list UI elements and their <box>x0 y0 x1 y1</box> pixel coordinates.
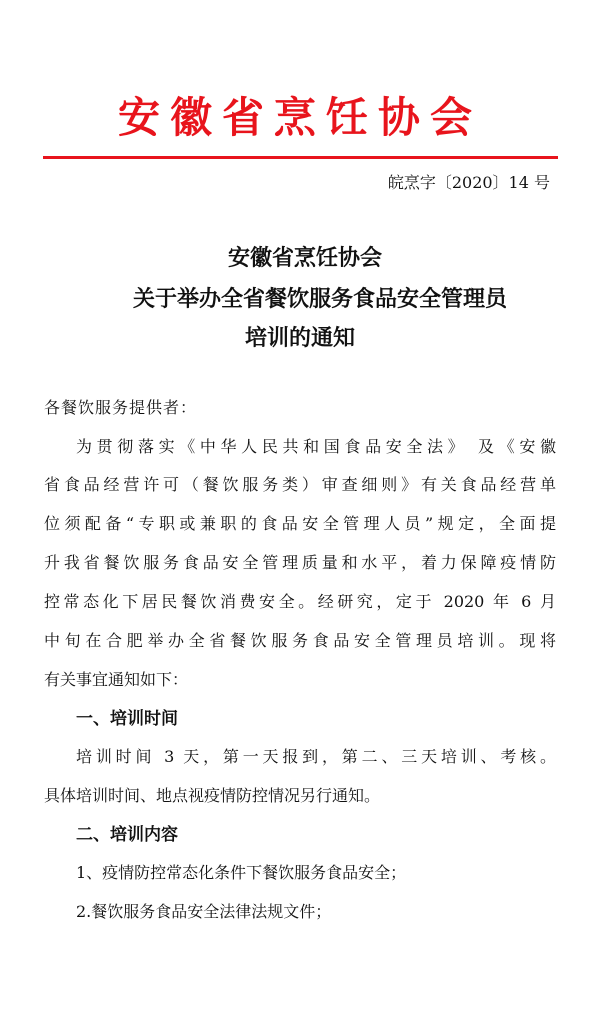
title-line-1: 安徽省烹饪协会 <box>227 246 382 271</box>
intro-line: 升我省餐饮服务食品安全管理质量和水平，着力保障疫情防 <box>44 553 556 572</box>
section-line: 培训时间 3 天，第一天报到，第二、三天培训、考核。 <box>76 747 556 766</box>
section-heading: 一、培训时间 <box>76 709 178 729</box>
document-number: 皖烹字〔2020〕14 号 <box>387 173 550 192</box>
list-item: 2.餐饮服务食品安全法律法规文件； <box>76 902 332 921</box>
intro-line: 省食品经营许可（餐饮服务类）审查细则》有关食品经营单 <box>44 475 556 494</box>
red-divider-line <box>43 156 558 159</box>
intro-line: 位须配备“专职或兼职的食品安全管理人员”规定，全面提 <box>44 514 556 533</box>
intro-line: 中旬在合肥举办全省餐饮服务食品安全管理员培训。现将 <box>44 631 556 650</box>
title-line-2: 关于举办全省餐饮服务食品安全管理员 <box>132 287 507 312</box>
section-line: 具体培训时间、地点视疫情防控情况另行通知。 <box>44 786 381 805</box>
list-item: 1、疫情防控常态化条件下餐饮服务食品安全； <box>76 863 407 882</box>
section-heading: 二、培训内容 <box>76 825 178 845</box>
intro-line: 控常态化下居民餐饮消费安全。经研究，定于 2020 年 6 月 <box>44 592 556 611</box>
intro-line: 为贯彻落实《中华人民共和国食品安全法》 及《安徽 <box>76 437 556 456</box>
intro-line: 有关事宜通知如下： <box>44 670 189 689</box>
org-name-header: 安徽省烹饪协会 <box>117 93 482 142</box>
title-line-3: 培训的通知 <box>244 326 355 351</box>
salutation: 各餐饮服务提供者： <box>44 398 198 417</box>
